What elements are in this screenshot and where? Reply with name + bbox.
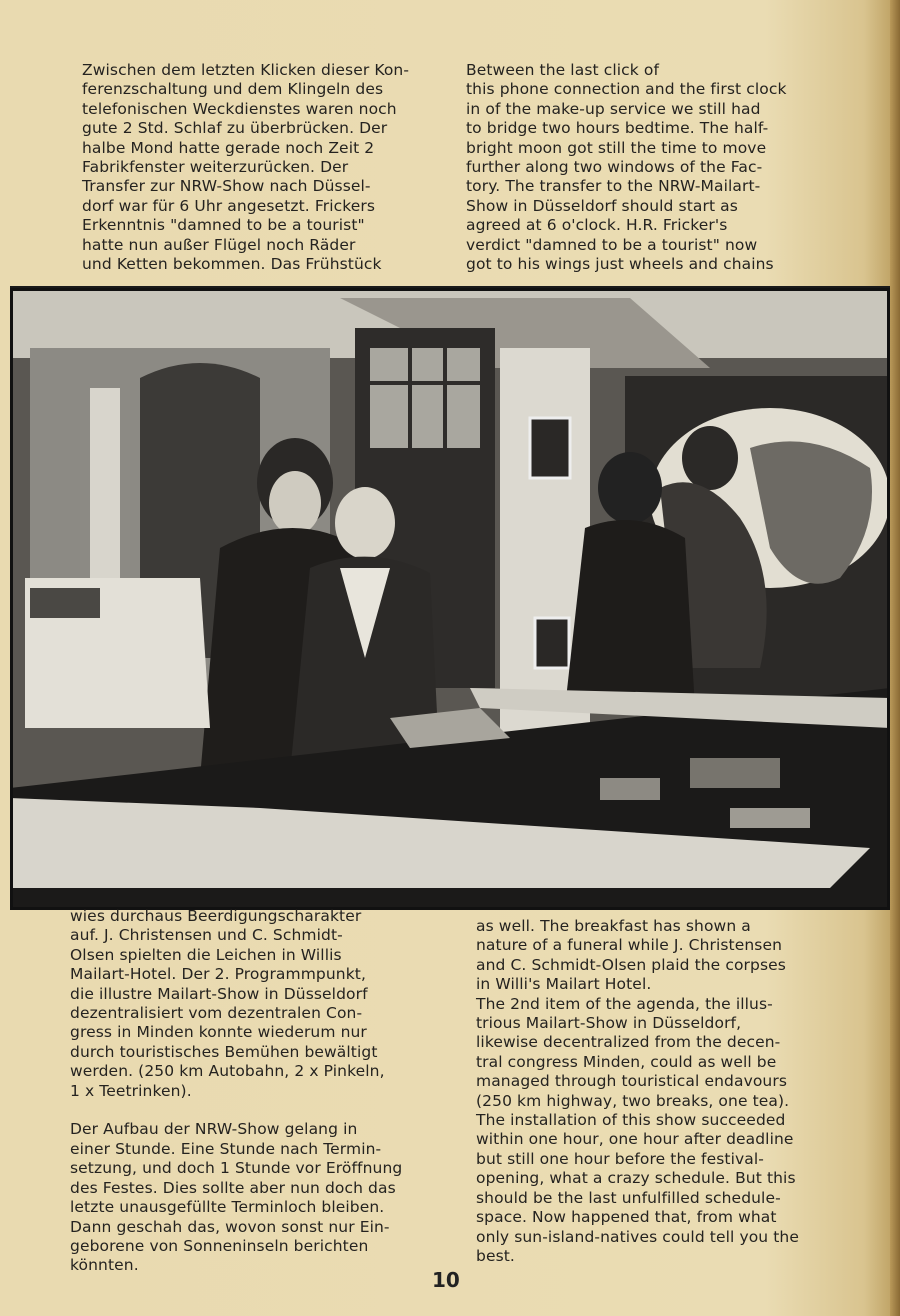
text-column-english-top: Between the last click of this phone connection and the first clock in of the make-up service we still had to bridge two hours bedtime. The half- bright moon got still the time to move further along two windows of the Fac- tory. The transfer to the NRW-Mailart- Show in Düsseldorf should start as agreed at 6 o'clock. H.R. Fricker's verdict "damned to be a tourist" now got to his wings just wheels and chains bbox=[466, 61, 787, 274]
text-column-german-bottom: wies durchaus Beerdigungscharakter auf. J. Christensen und C. Schmidt- Olsen spielten die Leichen in Willis Mailart-Hotel. Der 2. Programmpunkt, die illustre Mailart-Show in Düsseldorf dezentralisiert vom dezentralen Con- gress in Minden konnte wiederum nur durch touristisches Bemühen bewältigt werden. (250 km Autobahn, 2 x Pinkeln, 1 x Teetrinken). Der Aufbau der NRW-Show gelang in einer Stunde. Eine Stunde nach Termin- setzung, und doch 1 Stunde vor Eröffnung des Festes. Dies sollte aber nun doch das letzte unausgefüllte Terminloch bleiben. Dann geschah das, wovon sonst nur Ein- geborene von Sonneninseln berichten könnten. bbox=[70, 907, 403, 1275]
page-number: 10 bbox=[432, 1268, 460, 1292]
text-column-german-top: Zwischen dem letzten Klicken dieser Kon- ferenzschaltung und dem Klingeln des telefonischen Weckdienstes waren noch gute 2 Std. Schlaf zu überbrücken. Der halbe Mond hatte gerade noch Zeit 2 Fabrikfenster weiterzurücken. Der Transfer zur NRW-Show nach Düssel- dorf war für 6 Uhr angesetzt. Frickers Erkenntnis "damned to be a tourist" hatte nun außer Flügel noch Räder und Ketten bekommen. Das Frühstück bbox=[82, 61, 410, 274]
text-column-english-bottom: as well. The breakfast has shown a nature of a funeral while J. Christensen and C. Schmidt-Olsen plaid the corpses in Willi's Mailart Hotel. The 2nd item of the agenda, the illus- trious Mailart-Show in Düsseldorf, likewise decentralized from the decen- tral congress Minden, could as well be managed through touristical endavours (250 km highway, two breaks, one tea). The installation of this show succeeded within one hour, one hour after deadline but still one hour before the festival- opening, what a crazy schedule. But this should be the last unfulfilled schedule- space. Now happened that, from what only sun-island-natives could tell you the best. bbox=[476, 917, 799, 1265]
binding-edge bbox=[890, 0, 900, 1316]
photo-illustration bbox=[10, 288, 890, 910]
exhibition-photo bbox=[10, 286, 890, 910]
